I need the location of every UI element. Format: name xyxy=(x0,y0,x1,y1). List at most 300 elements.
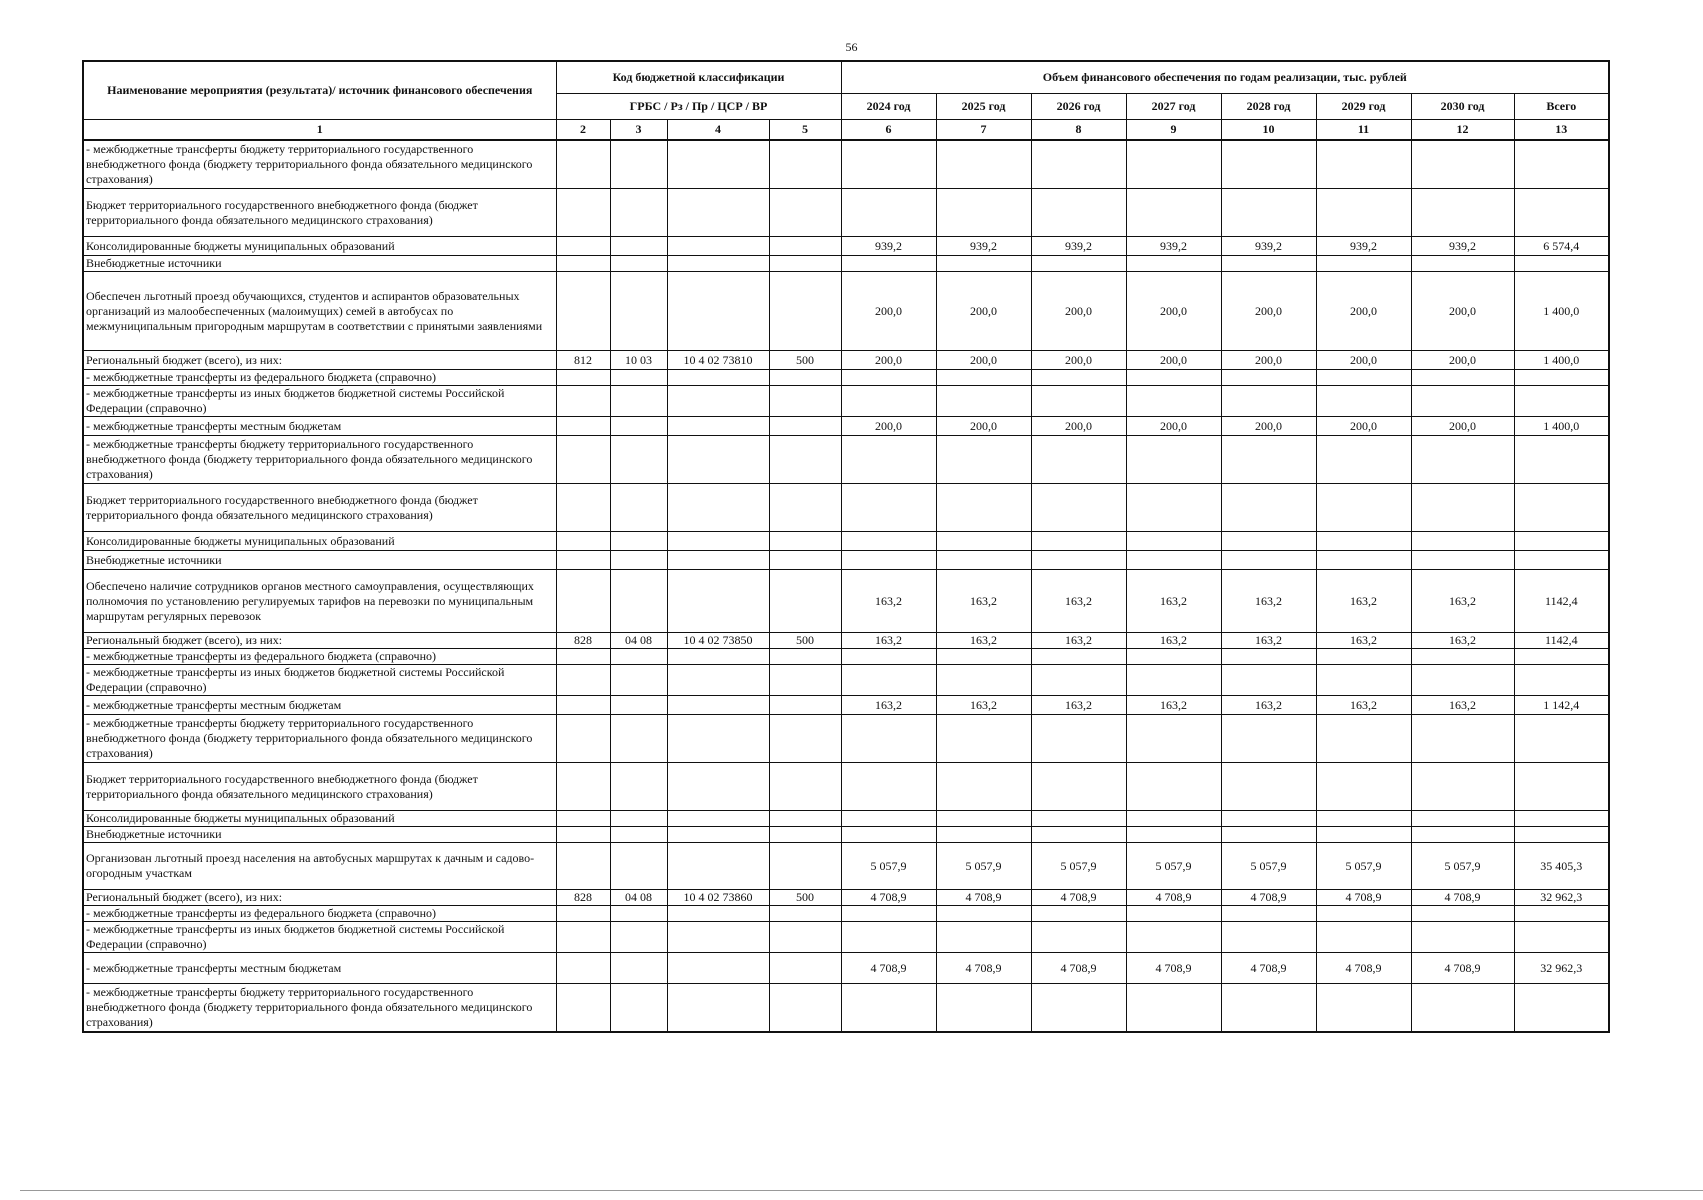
year-value-cell xyxy=(1031,649,1126,665)
row-name: - межбюджетные трансферты из иных бюджетов бюджетной системы Российской Федерации (справочно) xyxy=(83,922,556,953)
row-name: Бюджет территориального государственного внебюджетного фонда (бюджет территориального фонда обязательного медицинского страхования) xyxy=(83,189,556,237)
table-row xyxy=(83,237,1609,256)
year-value-cell xyxy=(1221,649,1316,665)
column-number: 1 xyxy=(83,120,556,141)
year-value-cell xyxy=(1221,386,1316,417)
row-name: Обеспечено наличие сотрудников органов местного самоуправления, осуществляющих полномочия по установлению регулируемых тарифов на перевозки по муниципальным маршрутам регулярных перевозок xyxy=(83,570,556,633)
year-value-cell: 939,2 xyxy=(1316,237,1411,256)
budget-code-cell xyxy=(610,811,667,827)
year-value-cell: 200,0 xyxy=(936,417,1031,436)
year-value-cell: 200,0 xyxy=(841,417,936,436)
budget-code-cell xyxy=(610,570,667,633)
row-name: - межбюджетные трансферты местным бюджетам xyxy=(83,696,556,715)
year-value-cell: 939,2 xyxy=(841,237,936,256)
year-value-cell xyxy=(1031,984,1126,1033)
year-value-cell: 163,2 xyxy=(1126,696,1221,715)
year-value-cell xyxy=(1221,140,1316,189)
total-cell: 6 574,4 xyxy=(1514,237,1609,256)
row-name: Внебюджетные источники xyxy=(83,256,556,272)
year-value-cell: 163,2 xyxy=(1411,633,1514,649)
row-name: - межбюджетные трансферты из федерального бюджета (справочно) xyxy=(83,649,556,665)
budget-code-cell xyxy=(769,256,841,272)
column-number: 6 xyxy=(841,120,936,141)
row-name: - межбюджетные трансферты из федерального бюджета (справочно) xyxy=(83,370,556,386)
year-value-cell xyxy=(1126,649,1221,665)
budget-code-cell xyxy=(556,696,610,715)
year-value-cell xyxy=(841,370,936,386)
budget-code-cell xyxy=(667,906,769,922)
budget-code-cell xyxy=(667,417,769,436)
budget-code-cell xyxy=(667,649,769,665)
year-value-cell xyxy=(1411,386,1514,417)
budget-code-cell xyxy=(667,922,769,953)
total-cell xyxy=(1514,811,1609,827)
year-value-cell: 4 708,9 xyxy=(1411,890,1514,906)
row-name: Консолидированные бюджеты муниципальных образований xyxy=(83,237,556,256)
year-value-cell xyxy=(936,984,1031,1033)
table-row xyxy=(83,633,1609,649)
budget-code-cell xyxy=(610,763,667,811)
header-year: 2024 год xyxy=(841,94,936,120)
year-value-cell xyxy=(1221,256,1316,272)
budget-code-cell xyxy=(667,570,769,633)
year-value-cell: 200,0 xyxy=(1411,272,1514,351)
total-cell xyxy=(1514,922,1609,953)
budget-code-cell xyxy=(556,763,610,811)
year-value-cell xyxy=(1031,532,1126,551)
total-cell xyxy=(1514,649,1609,665)
year-value-cell xyxy=(841,484,936,532)
table-row xyxy=(83,484,1609,532)
year-value-cell xyxy=(841,984,936,1033)
year-value-cell xyxy=(1221,811,1316,827)
column-number: 5 xyxy=(769,120,841,141)
year-value-cell xyxy=(1031,436,1126,484)
total-cell xyxy=(1514,665,1609,696)
total-cell xyxy=(1514,827,1609,843)
table-row xyxy=(83,386,1609,417)
year-value-cell xyxy=(936,827,1031,843)
year-value-cell xyxy=(1411,436,1514,484)
year-value-cell xyxy=(936,551,1031,570)
table-row xyxy=(83,256,1609,272)
year-value-cell: 200,0 xyxy=(1221,351,1316,370)
budget-code-cell xyxy=(610,436,667,484)
budget-code-cell xyxy=(610,237,667,256)
year-value-cell xyxy=(1411,256,1514,272)
budget-code-cell: 500 xyxy=(769,351,841,370)
budget-code-cell xyxy=(667,811,769,827)
budget-code-cell xyxy=(667,272,769,351)
year-value-cell xyxy=(1316,811,1411,827)
year-value-cell xyxy=(1031,189,1126,237)
year-value-cell: 939,2 xyxy=(1411,237,1514,256)
year-value-cell xyxy=(1316,984,1411,1033)
budget-code-cell: 04 08 xyxy=(610,890,667,906)
budget-code-cell xyxy=(667,696,769,715)
year-value-cell: 200,0 xyxy=(1126,351,1221,370)
table-row xyxy=(83,763,1609,811)
budget-code-cell xyxy=(667,256,769,272)
header-year: 2028 год xyxy=(1221,94,1316,120)
table-row xyxy=(83,715,1609,763)
budget-code-cell xyxy=(610,189,667,237)
year-value-cell xyxy=(1221,189,1316,237)
year-value-cell xyxy=(1031,715,1126,763)
year-value-cell xyxy=(1316,922,1411,953)
year-value-cell xyxy=(1411,551,1514,570)
budget-code-cell xyxy=(610,386,667,417)
budget-code-cell xyxy=(556,237,610,256)
year-value-cell xyxy=(1316,827,1411,843)
row-name: - межбюджетные трансферты бюджету территориального государственного внебюджетного фонда (бюджету территориального фонда обязательного медицинского страхования) xyxy=(83,984,556,1033)
table-row xyxy=(83,189,1609,237)
year-value-cell xyxy=(1221,436,1316,484)
row-name: Организован льготный проезд населения на автобусных маршрутах к дачным и садово-огородным участкам xyxy=(83,843,556,890)
year-value-cell xyxy=(1316,532,1411,551)
year-value-cell xyxy=(936,484,1031,532)
budget-code-cell xyxy=(769,237,841,256)
budget-code-cell xyxy=(667,665,769,696)
year-value-cell xyxy=(1126,532,1221,551)
year-value-cell xyxy=(1126,665,1221,696)
year-value-cell: 4 708,9 xyxy=(1126,890,1221,906)
year-value-cell: 5 057,9 xyxy=(841,843,936,890)
budget-code-cell xyxy=(769,665,841,696)
year-value-cell xyxy=(1221,665,1316,696)
year-value-cell xyxy=(1411,715,1514,763)
year-value-cell: 4 708,9 xyxy=(1031,890,1126,906)
budget-code-cell: 10 4 02 73860 xyxy=(667,890,769,906)
year-value-cell: 163,2 xyxy=(1316,633,1411,649)
row-name: Региональный бюджет (всего), из них: xyxy=(83,351,556,370)
year-value-cell xyxy=(841,386,936,417)
total-cell: 32 962,3 xyxy=(1514,890,1609,906)
column-number: 13 xyxy=(1514,120,1609,141)
table-row xyxy=(83,811,1609,827)
year-value-cell xyxy=(1126,551,1221,570)
year-value-cell xyxy=(1316,189,1411,237)
year-value-cell xyxy=(1316,386,1411,417)
row-name: - межбюджетные трансферты из иных бюджетов бюджетной системы Российской Федерации (справочно) xyxy=(83,665,556,696)
column-number: 9 xyxy=(1126,120,1221,141)
year-value-cell xyxy=(1411,984,1514,1033)
year-value-cell xyxy=(936,532,1031,551)
year-value-cell xyxy=(1316,763,1411,811)
year-value-cell xyxy=(1031,922,1126,953)
year-value-cell xyxy=(1316,906,1411,922)
budget-code-cell xyxy=(667,436,769,484)
year-value-cell: 163,2 xyxy=(841,696,936,715)
year-value-cell xyxy=(1411,189,1514,237)
header-year: 2026 год xyxy=(1031,94,1126,120)
total-cell xyxy=(1514,189,1609,237)
year-value-cell xyxy=(1221,763,1316,811)
year-value-cell: 5 057,9 xyxy=(936,843,1031,890)
year-value-cell: 163,2 xyxy=(1411,570,1514,633)
year-value-cell xyxy=(841,436,936,484)
year-value-cell: 4 708,9 xyxy=(1316,953,1411,984)
year-value-cell xyxy=(841,140,936,189)
year-value-cell: 163,2 xyxy=(936,570,1031,633)
row-name: Обеспечен льготный проезд обучающихся, студентов и аспирантов образовательных организаций из малообеспеченных (малоимущих) семей в автобусах по межмуниципальным пригородным маршрутам в соответствии с принятыми заявлениями xyxy=(83,272,556,351)
year-value-cell: 163,2 xyxy=(1316,696,1411,715)
year-value-cell xyxy=(1411,140,1514,189)
header-volume-group: Объем финансового обеспечения по годам реализации, тыс. рублей xyxy=(841,61,1609,94)
year-value-cell xyxy=(1411,906,1514,922)
budget-code-cell xyxy=(769,763,841,811)
total-cell xyxy=(1514,484,1609,532)
budget-code-cell xyxy=(769,649,841,665)
total-cell xyxy=(1514,532,1609,551)
budget-code-cell xyxy=(769,386,841,417)
column-number: 11 xyxy=(1316,120,1411,141)
column-number: 2 xyxy=(556,120,610,141)
table-row xyxy=(83,272,1609,351)
budget-code-cell: 04 08 xyxy=(610,633,667,649)
budget-code-cell xyxy=(610,649,667,665)
table-row xyxy=(83,370,1609,386)
year-value-cell xyxy=(841,763,936,811)
total-cell: 35 405,3 xyxy=(1514,843,1609,890)
row-name: - межбюджетные трансферты бюджету территориального государственного внебюджетного фонда (бюджету территориального фонда обязательного медицинского страхования) xyxy=(83,715,556,763)
year-value-cell xyxy=(841,532,936,551)
budget-code-cell xyxy=(556,649,610,665)
budget-code-cell xyxy=(610,984,667,1033)
year-value-cell: 939,2 xyxy=(936,237,1031,256)
year-value-cell xyxy=(841,922,936,953)
year-value-cell: 5 057,9 xyxy=(1316,843,1411,890)
budget-code-cell xyxy=(769,436,841,484)
year-value-cell xyxy=(1031,906,1126,922)
year-value-cell xyxy=(1126,763,1221,811)
budget-code-cell: 828 xyxy=(556,890,610,906)
year-value-cell: 4 708,9 xyxy=(1221,890,1316,906)
table-row xyxy=(83,827,1609,843)
row-name: - межбюджетные трансферты местным бюджетам xyxy=(83,953,556,984)
budget-code-cell xyxy=(610,922,667,953)
budget-code-cell xyxy=(667,237,769,256)
budget-code-cell xyxy=(769,922,841,953)
budget-code-cell xyxy=(769,984,841,1033)
total-cell: 32 962,3 xyxy=(1514,953,1609,984)
table-row xyxy=(83,532,1609,551)
year-value-cell: 163,2 xyxy=(1221,570,1316,633)
year-value-cell xyxy=(1031,665,1126,696)
year-value-cell xyxy=(936,386,1031,417)
budget-code-cell xyxy=(610,665,667,696)
column-number: 12 xyxy=(1411,120,1514,141)
year-value-cell: 200,0 xyxy=(1411,417,1514,436)
year-value-cell xyxy=(1316,436,1411,484)
column-number: 4 xyxy=(667,120,769,141)
year-value-cell xyxy=(936,811,1031,827)
total-cell: 1 400,0 xyxy=(1514,417,1609,436)
year-value-cell xyxy=(1411,484,1514,532)
budget-code-cell xyxy=(556,386,610,417)
year-value-cell: 200,0 xyxy=(936,272,1031,351)
year-value-cell xyxy=(1316,665,1411,696)
header-code-sub: ГРБС / Рз / Пр / ЦСР / ВР xyxy=(556,94,841,120)
year-value-cell: 4 708,9 xyxy=(1126,953,1221,984)
table-row xyxy=(83,906,1609,922)
year-value-cell xyxy=(1126,140,1221,189)
row-name: Консолидированные бюджеты муниципальных образований xyxy=(83,811,556,827)
year-value-cell: 939,2 xyxy=(1221,237,1316,256)
header-code-group: Код бюджетной классификации xyxy=(556,61,841,94)
year-value-cell xyxy=(1316,256,1411,272)
budget-code-cell xyxy=(556,436,610,484)
row-name: Консолидированные бюджеты муниципальных образований xyxy=(83,532,556,551)
year-value-cell xyxy=(1411,763,1514,811)
year-value-cell: 5 057,9 xyxy=(1411,843,1514,890)
budget-code-cell: 10 4 02 73850 xyxy=(667,633,769,649)
year-value-cell: 200,0 xyxy=(1411,351,1514,370)
year-value-cell xyxy=(1126,256,1221,272)
year-value-cell xyxy=(1031,386,1126,417)
year-value-cell xyxy=(936,370,1031,386)
budget-code-cell xyxy=(667,763,769,811)
year-value-cell xyxy=(1316,484,1411,532)
budget-code-cell xyxy=(769,484,841,532)
budget-code-cell xyxy=(769,843,841,890)
year-value-cell: 200,0 xyxy=(1126,272,1221,351)
year-value-cell xyxy=(936,906,1031,922)
header-total: Всего xyxy=(1514,94,1609,120)
year-value-cell: 200,0 xyxy=(1126,417,1221,436)
budget-code-cell xyxy=(667,715,769,763)
budget-code-cell xyxy=(556,417,610,436)
year-value-cell xyxy=(1411,649,1514,665)
budget-code-cell xyxy=(610,827,667,843)
year-value-cell xyxy=(1221,715,1316,763)
budget-code-cell xyxy=(667,843,769,890)
budget-code-cell xyxy=(667,140,769,189)
year-value-cell xyxy=(936,189,1031,237)
budget-code-cell xyxy=(769,189,841,237)
year-value-cell: 200,0 xyxy=(841,351,936,370)
year-value-cell xyxy=(1126,922,1221,953)
budget-code-cell xyxy=(610,696,667,715)
year-value-cell xyxy=(1411,370,1514,386)
year-value-cell xyxy=(1316,715,1411,763)
budget-code-cell xyxy=(769,696,841,715)
budget-code-cell xyxy=(769,532,841,551)
budget-code-cell xyxy=(610,953,667,984)
table-row xyxy=(83,436,1609,484)
total-cell xyxy=(1514,256,1609,272)
year-value-cell: 163,2 xyxy=(1316,570,1411,633)
year-value-cell xyxy=(841,811,936,827)
year-value-cell xyxy=(936,715,1031,763)
year-value-cell xyxy=(936,256,1031,272)
row-name: - межбюджетные трансферты бюджету территориального государственного внебюджетного фонда (бюджету территориального фонда обязательного медицинского страхования) xyxy=(83,140,556,189)
total-cell: 1142,4 xyxy=(1514,633,1609,649)
budget-code-cell xyxy=(667,984,769,1033)
year-value-cell: 4 708,9 xyxy=(841,890,936,906)
total-cell xyxy=(1514,386,1609,417)
budget-code-cell xyxy=(556,140,610,189)
year-value-cell: 4 708,9 xyxy=(1316,890,1411,906)
year-value-cell xyxy=(936,763,1031,811)
total-cell xyxy=(1514,436,1609,484)
year-value-cell xyxy=(841,906,936,922)
year-value-cell: 4 708,9 xyxy=(841,953,936,984)
row-name: - межбюджетные трансферты из иных бюджетов бюджетной системы Российской Федерации (справочно) xyxy=(83,386,556,417)
budget-code-cell xyxy=(556,272,610,351)
budget-code-cell: 10 4 02 73810 xyxy=(667,351,769,370)
header-year: 2030 год xyxy=(1411,94,1514,120)
year-value-cell: 200,0 xyxy=(1221,272,1316,351)
budget-code-cell xyxy=(556,953,610,984)
year-value-cell xyxy=(1126,484,1221,532)
year-value-cell xyxy=(936,922,1031,953)
budget-code-cell xyxy=(556,843,610,890)
budget-code-cell xyxy=(610,551,667,570)
column-number: 10 xyxy=(1221,120,1316,141)
row-name: Бюджет территориального государственного внебюджетного фонда (бюджет территориального фонда обязательного медицинского страхования) xyxy=(83,763,556,811)
budget-code-cell xyxy=(769,272,841,351)
budget-code-cell xyxy=(769,417,841,436)
year-value-cell: 163,2 xyxy=(1031,633,1126,649)
budget-code-cell xyxy=(667,953,769,984)
year-value-cell: 5 057,9 xyxy=(1221,843,1316,890)
year-value-cell: 5 057,9 xyxy=(1031,843,1126,890)
year-value-cell xyxy=(1221,551,1316,570)
year-value-cell: 200,0 xyxy=(841,272,936,351)
year-value-cell xyxy=(1411,922,1514,953)
budget-code-cell xyxy=(556,189,610,237)
budget-code-cell xyxy=(556,811,610,827)
year-value-cell: 163,2 xyxy=(1126,570,1221,633)
year-value-cell: 200,0 xyxy=(1031,272,1126,351)
year-value-cell: 200,0 xyxy=(1316,351,1411,370)
year-value-cell xyxy=(936,649,1031,665)
budget-code-cell xyxy=(556,370,610,386)
row-name: Внебюджетные источники xyxy=(83,551,556,570)
header-year: 2027 год xyxy=(1126,94,1221,120)
year-value-cell xyxy=(1221,906,1316,922)
year-value-cell xyxy=(1221,922,1316,953)
year-value-cell xyxy=(1126,811,1221,827)
year-value-cell: 163,2 xyxy=(1411,696,1514,715)
year-value-cell: 163,2 xyxy=(841,633,936,649)
year-value-cell: 939,2 xyxy=(1031,237,1126,256)
year-value-cell: 4 708,9 xyxy=(1221,953,1316,984)
total-cell xyxy=(1514,715,1609,763)
year-value-cell: 200,0 xyxy=(1221,417,1316,436)
budget-code-cell xyxy=(769,715,841,763)
page-bottom-rule xyxy=(20,1190,1703,1191)
budget-code-cell xyxy=(667,189,769,237)
total-cell xyxy=(1514,763,1609,811)
table-row xyxy=(83,351,1609,370)
year-value-cell: 200,0 xyxy=(936,351,1031,370)
year-value-cell xyxy=(1126,386,1221,417)
row-name: Бюджет территориального государственного внебюджетного фонда (бюджет территориального фонда обязательного медицинского страхования) xyxy=(83,484,556,532)
budget-code-cell xyxy=(610,906,667,922)
budget-code-cell xyxy=(610,256,667,272)
row-name: Региональный бюджет (всего), из них: xyxy=(83,890,556,906)
budget-code-cell xyxy=(610,532,667,551)
table-row xyxy=(83,417,1609,436)
budget-code-cell xyxy=(769,953,841,984)
year-value-cell: 4 708,9 xyxy=(1411,953,1514,984)
year-value-cell: 200,0 xyxy=(1031,351,1126,370)
budget-code-cell: 828 xyxy=(556,633,610,649)
budget-code-cell xyxy=(556,256,610,272)
row-name: - межбюджетные трансферты местным бюджетам xyxy=(83,417,556,436)
